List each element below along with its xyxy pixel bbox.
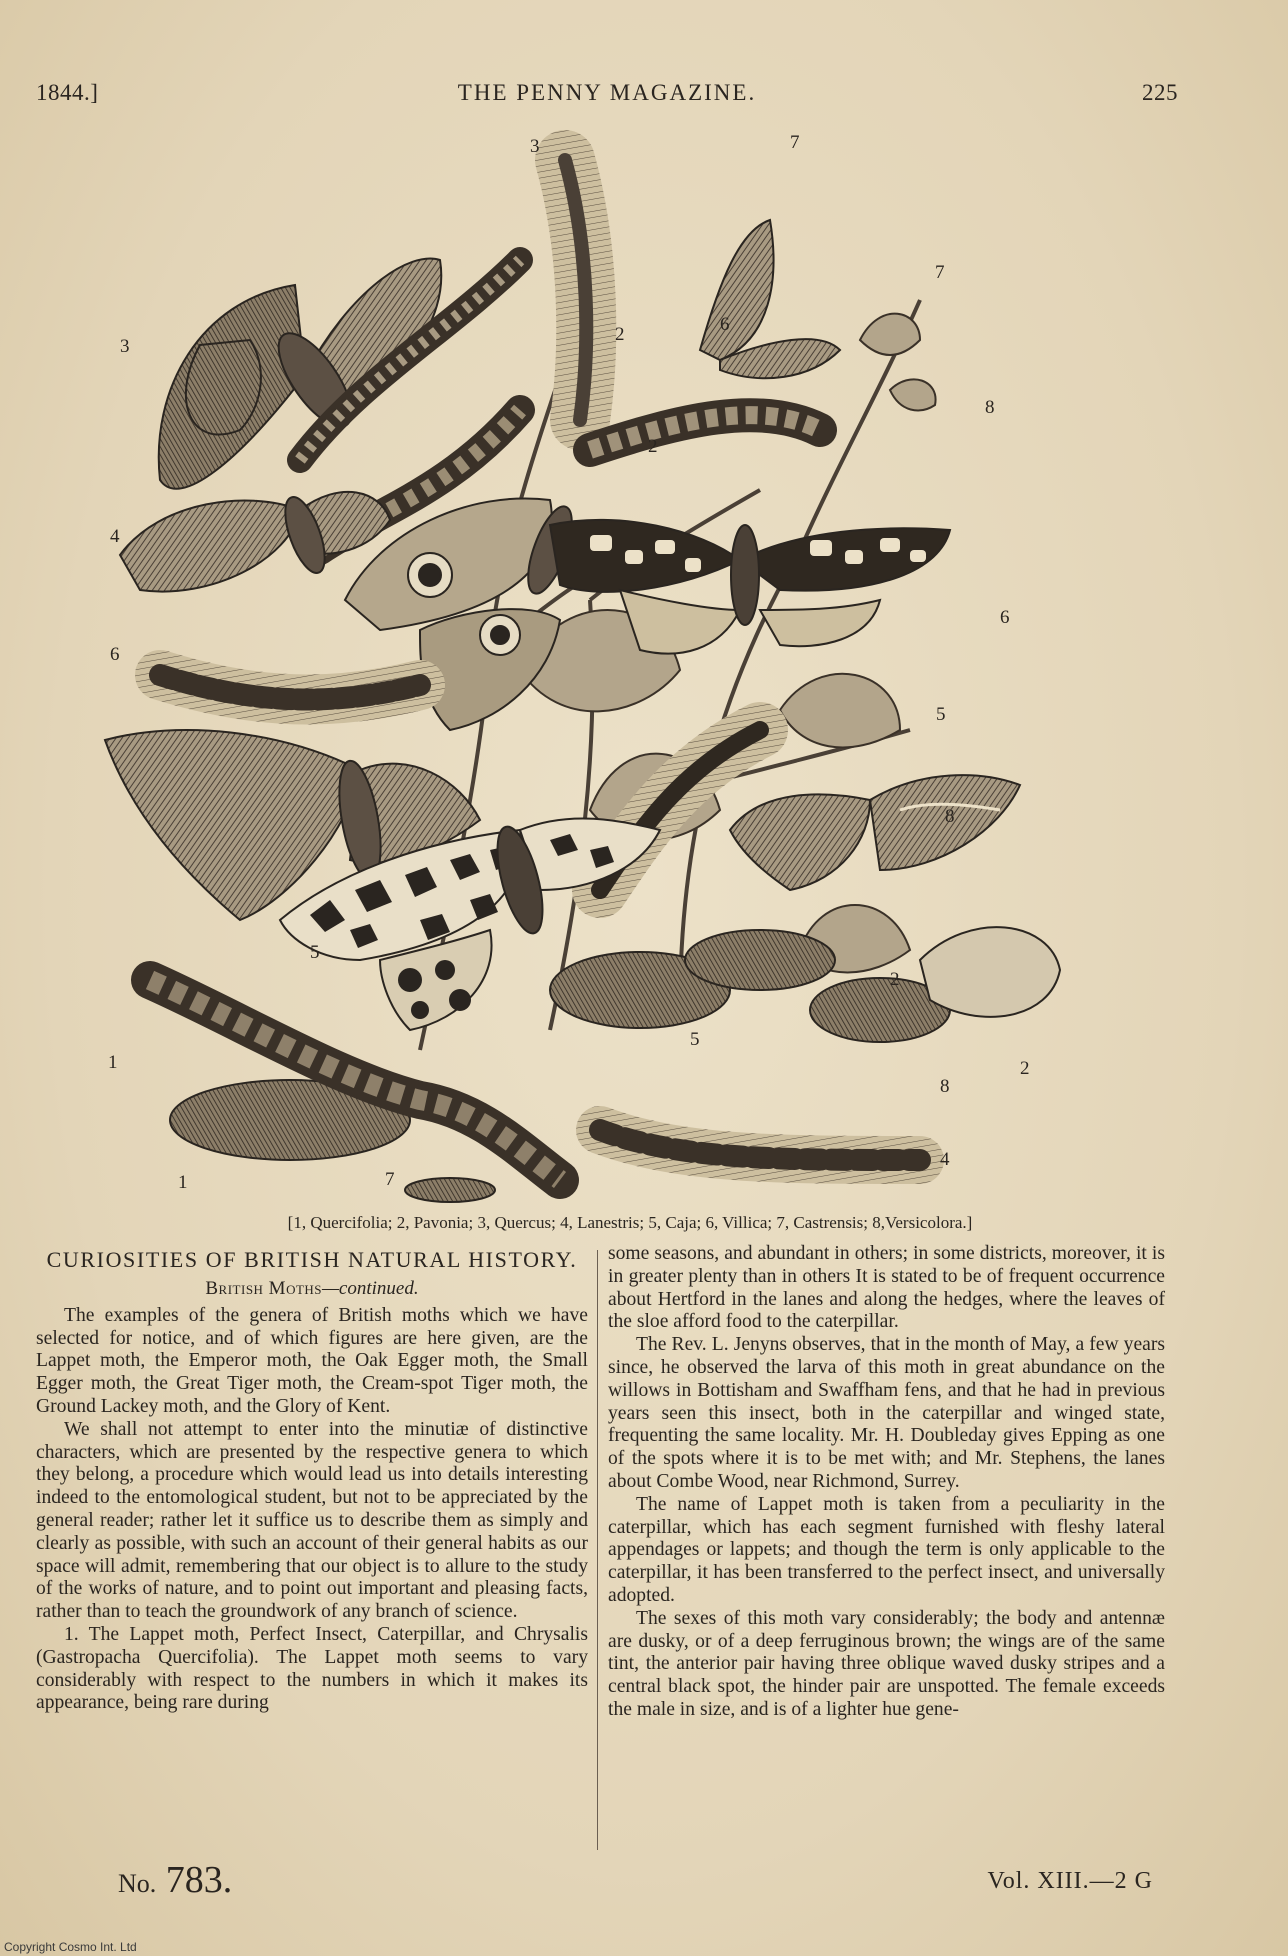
- paragraph: some seasons, and abundant in others; in some districts, moreover, it is in greater plenty than in others It is stated to be of frequent occurrence about Hertford in the lanes and along the hedges, where the leaves of the sloe afford food to the caterpillar.: [608, 1243, 1165, 1333]
- magazine-title: THE PENNY MAGAZINE.: [457, 80, 757, 105]
- page-number: 225: [1142, 80, 1178, 105]
- small-egger-moth: [120, 492, 390, 592]
- column-left: [36, 1243, 588, 1715]
- fig-num: 2: [890, 969, 900, 990]
- header-year: 1844.]: [36, 80, 99, 105]
- subtitle-text: British Moths: [205, 1278, 323, 1299]
- paragraph: The name of Lappet moth is taken from a peculiarity in the caterpillar, which has each segment furnished with fleshy lateral appendages or lappets; and though the term is only applicable to the caterpillar, it has been transferred to the perfect insect, and universally adopted.: [608, 1493, 1165, 1606]
- figure-caption: [1, Quercifolia; 2, Pavonia; 3, Quercus; 4, Lanestris; 5, Caja; 6, Villica; 7, Castrensis; 8,Versicolora.]: [287, 1213, 973, 1232]
- subtitle-continued: —continued.: [322, 1278, 419, 1299]
- issue-number-label: No.: [118, 1869, 157, 1898]
- article-title: CURIOSITIES OF BRITISH NATURAL HISTORY.: [46, 1247, 578, 1272]
- fig-num: 2: [1020, 1058, 1030, 1079]
- fig-num: 7: [790, 132, 800, 153]
- glory-of-kent-moth: [730, 775, 1020, 890]
- glory-of-kent-caterpillar: [590, 415, 820, 450]
- paragraph: We shall not attempt to enter into the minutiæ of distinctive characters, which are presented by the respective genera to which they belong, a procedure which would lead us into details interesting indeed to the entomological student, but not to be appreciated by the general reader; rather let it suffice us to describe them as simply and clearly as possible, with such an account of their general habits as our space will admit, remembering that our object is to allure to the study of the works of nature, and to point out important and pleasing facts, rather than to teach the groundwork of any branch of science.: [36, 1418, 588, 1623]
- fig-num: 3: [530, 136, 540, 157]
- copyright-notice: Copyright Cosmo Int. Ltd: [4, 1940, 137, 1954]
- fig-num: 1: [178, 1172, 188, 1193]
- fig-num: 8: [945, 806, 955, 827]
- issue-number: [118, 1858, 232, 1902]
- column-divider: [597, 1250, 598, 1850]
- issue-number-value: 783.: [165, 1859, 233, 1901]
- fig-num: 2: [648, 436, 658, 457]
- paragraph: The sexes of this moth vary considerably; the body and antennæ are dusky, or of a deep ferruginous brown; the wings are of the same tint, the anterior pair having three oblique waved dusky stripes and a central black spot, the hinder pair are unspotted. The female exceeds the male in size, and is of a lighter hue gene-: [608, 1607, 1165, 1720]
- volume-signature: Vol. XIII.—2 G: [987, 1868, 1153, 1894]
- fig-num: 7: [935, 262, 945, 283]
- fig-num: 6: [1000, 607, 1010, 628]
- column-right: [608, 1243, 1165, 1722]
- ground-lackey-caterpillar: [565, 160, 586, 420]
- paragraph: The examples of the genera of British moths which we have selected for notice, and of which figures are here given, are the Lappet moth, the Emperor moth, the Oak Egger moth, the Small Egger moth, the Great Tiger moth, the Cream-spot Tiger moth, the Ground Lackey moth, and the Glory of Kent.: [36, 1304, 588, 1417]
- fig-num: 7: [385, 1169, 395, 1190]
- small-egger-caterpillar: [600, 1130, 920, 1160]
- paragraph: The Rev. L. Jenyns observes, that in the month of May, a few years since, he observed the larva of this moth in great abundance on the willows in Bottisham and Swaffham fens, and that he had in previous years seen this insect, both in the caterpillar and winged state, frequenting the same locality. Mr. H. Doubleday gives Epping as one of the spots where it is to be met with; and Mr. Stephens, the lanes about Combe Wood, near Richmond, Surrey.: [608, 1334, 1165, 1492]
- fig-num: 4: [940, 1149, 950, 1170]
- article-subtitle: [36, 1278, 588, 1301]
- ground-lackey-moth: [700, 220, 840, 378]
- fig-num: 6: [720, 314, 730, 335]
- page-footer: [118, 1858, 1153, 1918]
- fig-num: 8: [985, 397, 995, 418]
- fig-num: 8: [940, 1076, 950, 1097]
- moth-engraving-illustration: [108, 130, 1100, 1205]
- fig-num: 3: [120, 336, 130, 357]
- fig-num: 1: [108, 1052, 118, 1073]
- page-header: [36, 80, 1178, 116]
- fig-num: 5: [690, 1029, 700, 1050]
- fig-num: 6: [110, 644, 120, 665]
- fig-num: 5: [310, 942, 320, 963]
- fig-num: 5: [936, 704, 946, 725]
- paragraph: 1. The Lappet moth, Perfect Insect, Caterpillar, and Chrysalis (Gastropacha Quercifolia). The Lappet moth seems to vary considerably with respect to the numbers in which it makes its appearance, being rare during: [36, 1623, 588, 1714]
- cream-spot-tiger-caterpillar: [160, 675, 420, 699]
- fig-num: 4: [110, 526, 120, 547]
- fig-num: 2: [615, 324, 625, 345]
